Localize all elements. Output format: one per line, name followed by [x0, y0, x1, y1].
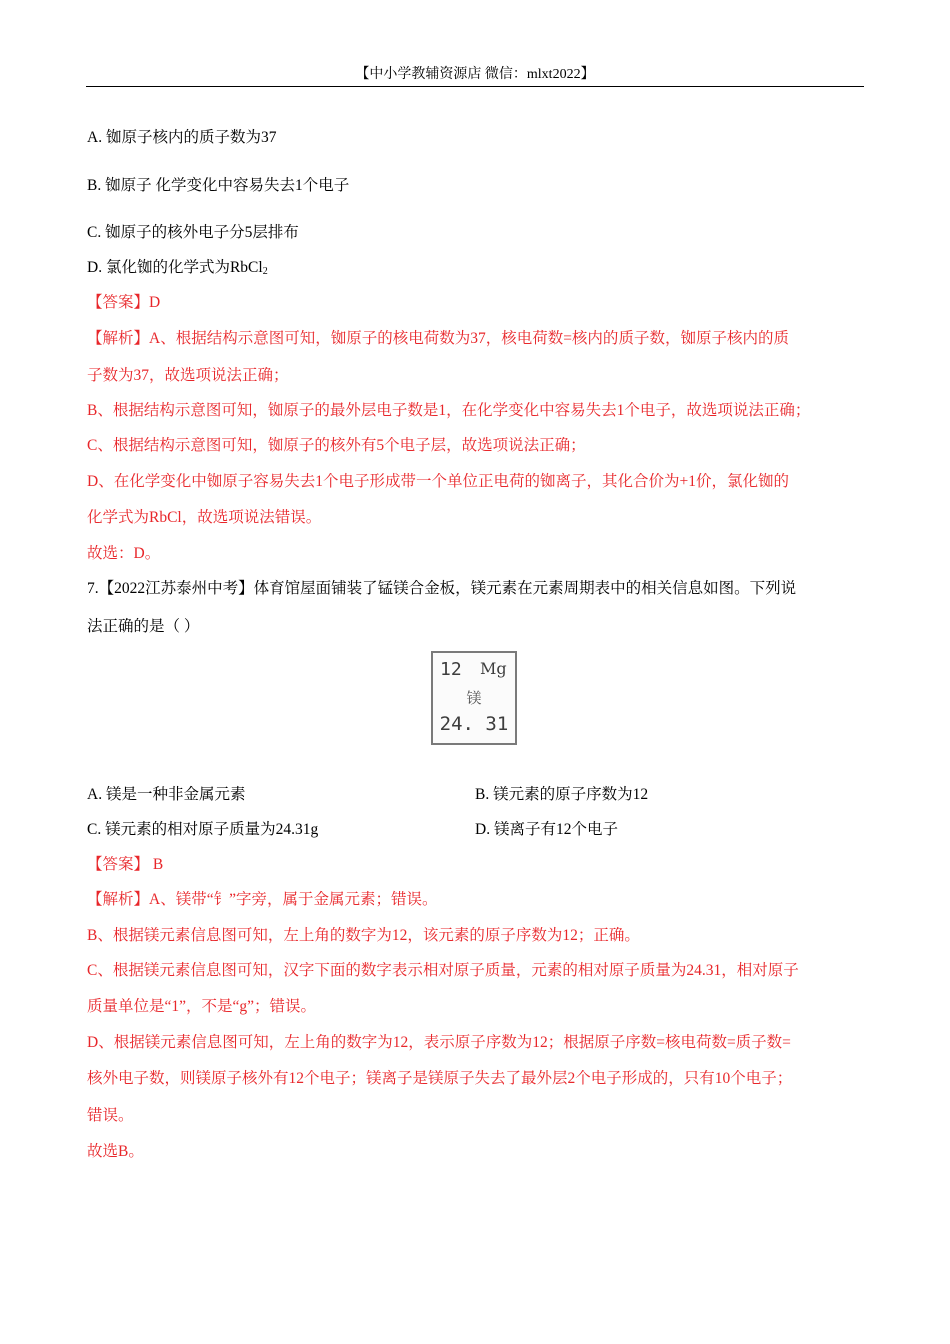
header-divider — [86, 86, 864, 87]
q7-option-b: B. 镁元素的原子序数为12 — [475, 786, 649, 803]
page-header: 【中小学教辅资源店 微信：mlxt2022】 — [355, 67, 595, 82]
q6-analysis-line: 子数为37，故选项说法正确； — [87, 367, 289, 384]
q6-analysis-line: 【解析】A、根据结构示意图可知，铷原子的核电荷数为37，核电荷数=核内的质子数，铷原子核内的质 — [87, 330, 789, 347]
q7-option-a: A. 镁是一种非金属元素 — [87, 786, 246, 803]
q6-analysis-line: D、在化学变化中铷原子容易失去1个电子形成带一个单位正电荷的铷离子，其化合价为+1价，氯化铷的 — [87, 473, 789, 490]
q7-stem-line: 7.【2022江苏泰州中考】体育馆屋面铺装了锰镁合金板，镁元素在元素周期表中的相关信息如图。下列说 — [87, 580, 797, 597]
q6-analysis-line: 化学式为RbCl，故选项说法错误。 — [87, 509, 322, 526]
q6-answer: 【答案】D — [87, 294, 161, 311]
q7-analysis-line: D、根据镁元素信息图可知，左上角的数字为12，表示原子序数为12；根据原子序数=核电荷数=质子数= — [87, 1034, 791, 1051]
q6-option-d-text: D. 氯化铷的化学式为RbCl — [87, 259, 263, 276]
q6-conclusion: 故选：D。 — [87, 545, 161, 562]
q6-option-b: B. 铷原子 化学变化中容易失去1个电子 — [87, 177, 350, 194]
q7-analysis-line: C、根据镁元素信息图可知，汉字下面的数字表示相对原子质量，元素的相对原子质量为24.31，相对原子 — [87, 962, 799, 979]
q7-stem-line: 法正确的是（ ） — [87, 618, 200, 635]
q7-analysis-line: B、根据镁元素信息图可知，左上角的数字为12，该元素的原子序数为12；正确。 — [87, 927, 640, 944]
element-atomic-number: 12 — [440, 659, 462, 680]
q7-analysis-line: 质量单位是“1”，不是“g”；错误。 — [87, 998, 317, 1015]
q6-option-d — [87, 258, 268, 282]
q6-option-d-subscript: 2 — [262, 266, 268, 277]
q6-option-a: A. 铷原子核内的质子数为37 — [87, 129, 277, 146]
q7-answer: 【答案】 B — [87, 856, 164, 873]
q7-conclusion: 故选B。 — [87, 1143, 144, 1160]
q6-option-c: C. 铷原子的核外电子分5层排布 — [87, 224, 299, 241]
q7-analysis-line: 【解析】A、镁带“钅”字旁，属于金属元素；错误。 — [87, 891, 438, 908]
q7-option-d: D. 镁离子有12个电子 — [475, 821, 618, 838]
element-name: 镁 — [466, 689, 482, 707]
element-atomic-mass: 24. 31 — [439, 713, 509, 735]
q7-analysis-line: 核外电子数，则镁原子核外有12个电子；镁离子是镁原子失去了最外层2个电子形成的，只有10个电子； — [87, 1070, 793, 1087]
q7-option-c: C. 镁元素的相对原子质量为24.31g — [87, 821, 319, 838]
q6-analysis-line: B、根据结构示意图可知，铷原子的最外层电子数是1，在化学变化中容易失去1个电子，故选项说法正确； — [87, 402, 811, 419]
q7-analysis-line: 错误。 — [87, 1107, 134, 1124]
element-symbol: Mg — [480, 659, 507, 678]
q6-analysis-line: C、根据结构示意图可知，铷原子的核外有5个电子层，故选项说法正确； — [87, 437, 586, 454]
magnesium-element-card — [431, 651, 517, 745]
